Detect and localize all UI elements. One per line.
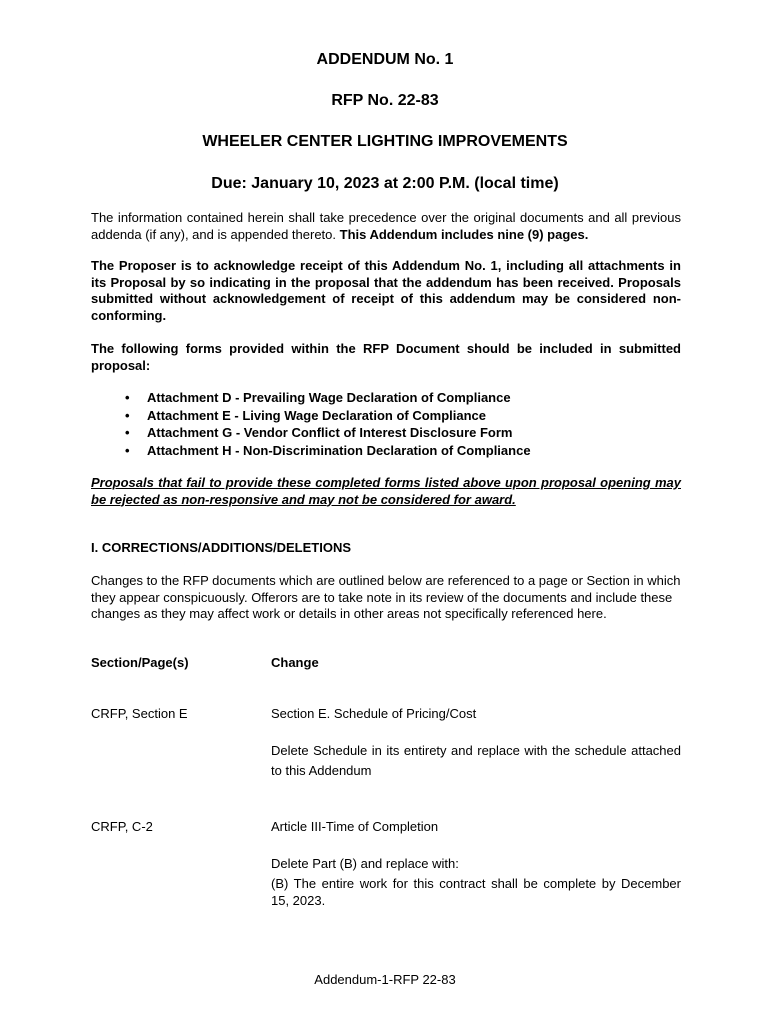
list-item [91,407,681,425]
due-date: Due: January 10, 2023 at 2:00 P.M. (local time) [211,175,559,192]
attachment-list [91,389,681,459]
list-item [91,389,681,407]
bullet-icon: • [125,390,130,405]
column-header-section: Section/Page(s) [91,655,189,670]
change-section-ref: CRFP, Section E [91,706,188,721]
list-item [91,442,681,460]
forms-intro: The following forms provided within the RFP Document should be included in submitted proposal: [91,341,681,373]
section-heading: I. CORRECTIONS/ADDITIONS/DELETIONS [91,540,352,555]
page-footer: Addendum-1-RFP 22-83 [314,972,456,987]
intro-page-count: This Addendum includes nine (9) pages. [339,226,589,242]
column-header-change: Change [271,655,319,670]
acknowledge-paragraph: The Proposer is to acknowledge receipt of this Addendum No. 1, including all attachments in its Proposal by so indicating in the proposal that the addendum has been received. Proposals submitted without acknowledgement of receipt of this addendum may be considered non-conforming. [91,258,681,323]
bullet-icon: • [125,425,130,440]
attachment-label: Attachment G - Vendor Conflict of Interest Disclosure Form [147,425,513,440]
change-detail-line: Delete Part (B) and replace with: [271,856,459,871]
change-section-ref: CRFP, C-2 [91,819,153,834]
rfp-number: RFP No. 22-83 [331,92,439,109]
change-title: Article III-Time of Completion [271,819,439,834]
intro-paragraph [91,210,681,243]
bullet-icon: • [125,407,130,423]
attachment-label: Attachment E - Living Wage Declaration of Compliance [147,407,487,423]
change-detail: Delete Schedule in its entirety and replace with the schedule attached to this Addendum [271,743,681,778]
change-title: Section E. Schedule of Pricing/Cost [271,706,477,721]
section-intro: Changes to the RFP documents which are outlined below are referenced to a page or Section in which they appear conspicuously. Offerors are to take note in its review of the documents and include these changes as they may affect work or details in other areas not specifically referenced here. [91,573,681,621]
addendum-title: ADDENDUM No. 1 [316,51,454,68]
project-title: WHEELER CENTER LIGHTING IMPROVEMENTS [202,133,568,150]
rejection-warning: Proposals that fail to provide these completed forms listed above upon proposal opening may be rejected as non-responsive and may not be considered for award. [91,475,681,507]
attachment-label: Attachment D - Prevailing Wage Declaration of Compliance [147,390,511,405]
list-item [91,424,681,442]
change-detail-line: (B) The entire work for this contract shall be complete by December 15, 2023. [271,876,681,908]
attachment-label: Attachment H - Non-Discrimination Declaration of Compliance [147,442,531,458]
bullet-icon: • [125,442,130,458]
intro-text: The information contained herein shall take precedence over the original documents and all previous addenda (if any), and is appended thereto. [91,210,681,242]
